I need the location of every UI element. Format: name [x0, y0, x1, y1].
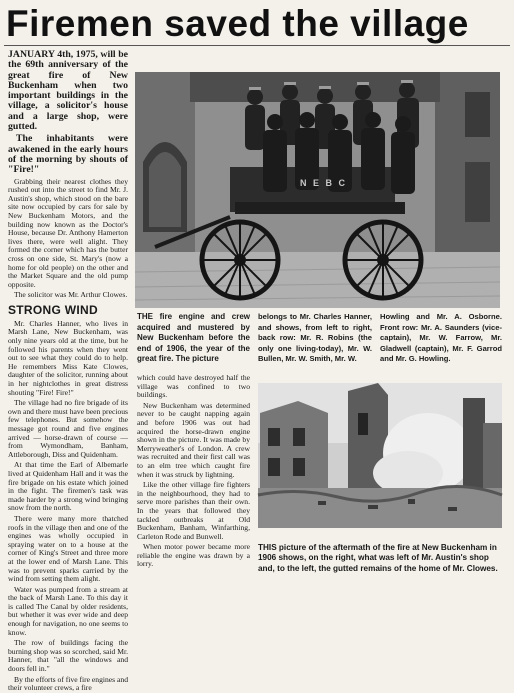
- body-paragraph: There were many more thatched roofs in the village then and one of the engines was wholly occupied in spraying water on to a house at the corner of King's Street and three more at the lower end of Marsh Lane. This was to prevent sparks carried by the wind from setting them alight.: [8, 513, 128, 584]
- body-paragraph: Like the other village fire fighters in the neighbourhood, they had to serve more parishes than their own. In the years that followed they tackled outbreaks at Old Buckenham, Banham, Winfarthing, Carleton Rode and Bunwell.: [137, 480, 250, 541]
- lead-paragraphs: [8, 50, 128, 176]
- lead-paragraph-1: JANUARY 4th, 1975, will be the 69th anniversary of the great fire of New Buckenham when two important buildings in the village, a solicitor's house and a large shop, were gutted.: [8, 49, 128, 133]
- body-paragraph: The solicitor was Mr. Arthur Clowes.: [14, 290, 128, 300]
- fire-engine-photo: [135, 72, 500, 308]
- caption-engine-part-1: THE fire engine and crew acquired and mustered by New Buckenham before the end of 1906, the year of the great fire. The picture: [137, 312, 250, 364]
- body-paragraph: Mr. Charles Hanner, who lives in Marsh Lane, New Buckenham, was only nine years old at the time, but he followed his parents when they went out to see what they could do to help. He remembers Miss Kate Clowes, daughter of the solicitor, running about in her nightclothes in great distress shouting "Fire! Fire!": [8, 318, 128, 397]
- subhead-strong-wind: STRONG WIND: [8, 302, 98, 317]
- body-paragraph: When motor power became more reliable the engine was drawn by a lorry.: [137, 542, 250, 569]
- fire-engine-photo-image: [135, 72, 500, 308]
- body-paragraph: By the efforts of five fire engines and their volunteer crews, a fire: [8, 674, 128, 693]
- body-paragraph: The row of buildings facing the burning shop was so scorched, said Mr. Hanner, that "all the windows and doors fell in.": [8, 638, 128, 674]
- body-paragraph: At that time the Earl of Albemarle lived at Quidenham Hall and it was the fire brigade on his estate which joined in the fight. The firemen's task was made harder by a strong wind bringing snow from the north.: [8, 460, 128, 513]
- headline-rule: [4, 45, 510, 46]
- headline: Firemen saved the village: [6, 3, 469, 44]
- body-paragraph: which could have destroyed half the village was confined to two buildings.: [137, 373, 250, 400]
- body-paragraph: Grabbing their nearest clothes they rushed out into the street to find Mr. J. Austin's shop, which stood on the bare site now occupied by cars for sale by New Buckenham Motors, and the building now known as the Doctor's House, because Dr. Anthony Hamerton lives there, were well alight. They formed the corner which has the butter cross on one side, St. Mary's (now a home for old people) on the other and the Market Square and the old pump opposite.: [8, 176, 128, 289]
- column-left: [8, 49, 128, 693]
- aftermath-photo: [258, 383, 502, 528]
- engine-lettering: N E B C: [300, 178, 348, 188]
- body-paragraph: Water was pumped from a stream at the back of Marsh Lane. To this day it is called The Canal by older residents, but whether it was ever wide and deep enough for navigation, no one seems to know.: [8, 584, 128, 637]
- body-paragraph: New Buckenham was determined never to be caught napping again and before 1906 was out had acquired the horse-drawn engine shown in the picture. It was made by Merryweather's of London. A crew was recruited and their first call was to an elm tree which caught fire when it was struck by lightning.: [137, 400, 250, 479]
- aftermath-photo-image: [258, 383, 502, 528]
- caption-aftermath: THIS picture of the aftermath of the fire at New Buckenham in 1906 shows, on the right, what was left of Mr. Austin's shop and, to the left, the gutted remains of the home of Mr. Clowes.: [258, 543, 498, 573]
- caption-engine-part-2: belongs to Mr. Charles Hanner, and shows, from left to right, back row: Mr. R. Robins (the only one living-today), Mr. W. Bullen, Mr. W. Smith, Mr. W.: [258, 312, 372, 364]
- lead-paragraph-2: The inhabitants were awakened in the early hours of the morning by shouts of "Fire!": [8, 133, 128, 176]
- body-paragraph: The village had no fire brigade of its own and there must have been precious few telephones. But somehow the message got round and five engines arrived — horse-drawn of course — from Wymondham, Banham, Attleborough, Diss and Quidenham.: [8, 398, 128, 459]
- column-middle: [137, 374, 250, 574]
- caption-engine-part-3: Howling and Mr. A. Osborne. Front row: Mr. A. Saunders (vice-captain), Mr. W. Farrow, Mr. Gladwell (captain), Mr. F. Garrod and Mr. G. Howling.: [380, 312, 502, 364]
